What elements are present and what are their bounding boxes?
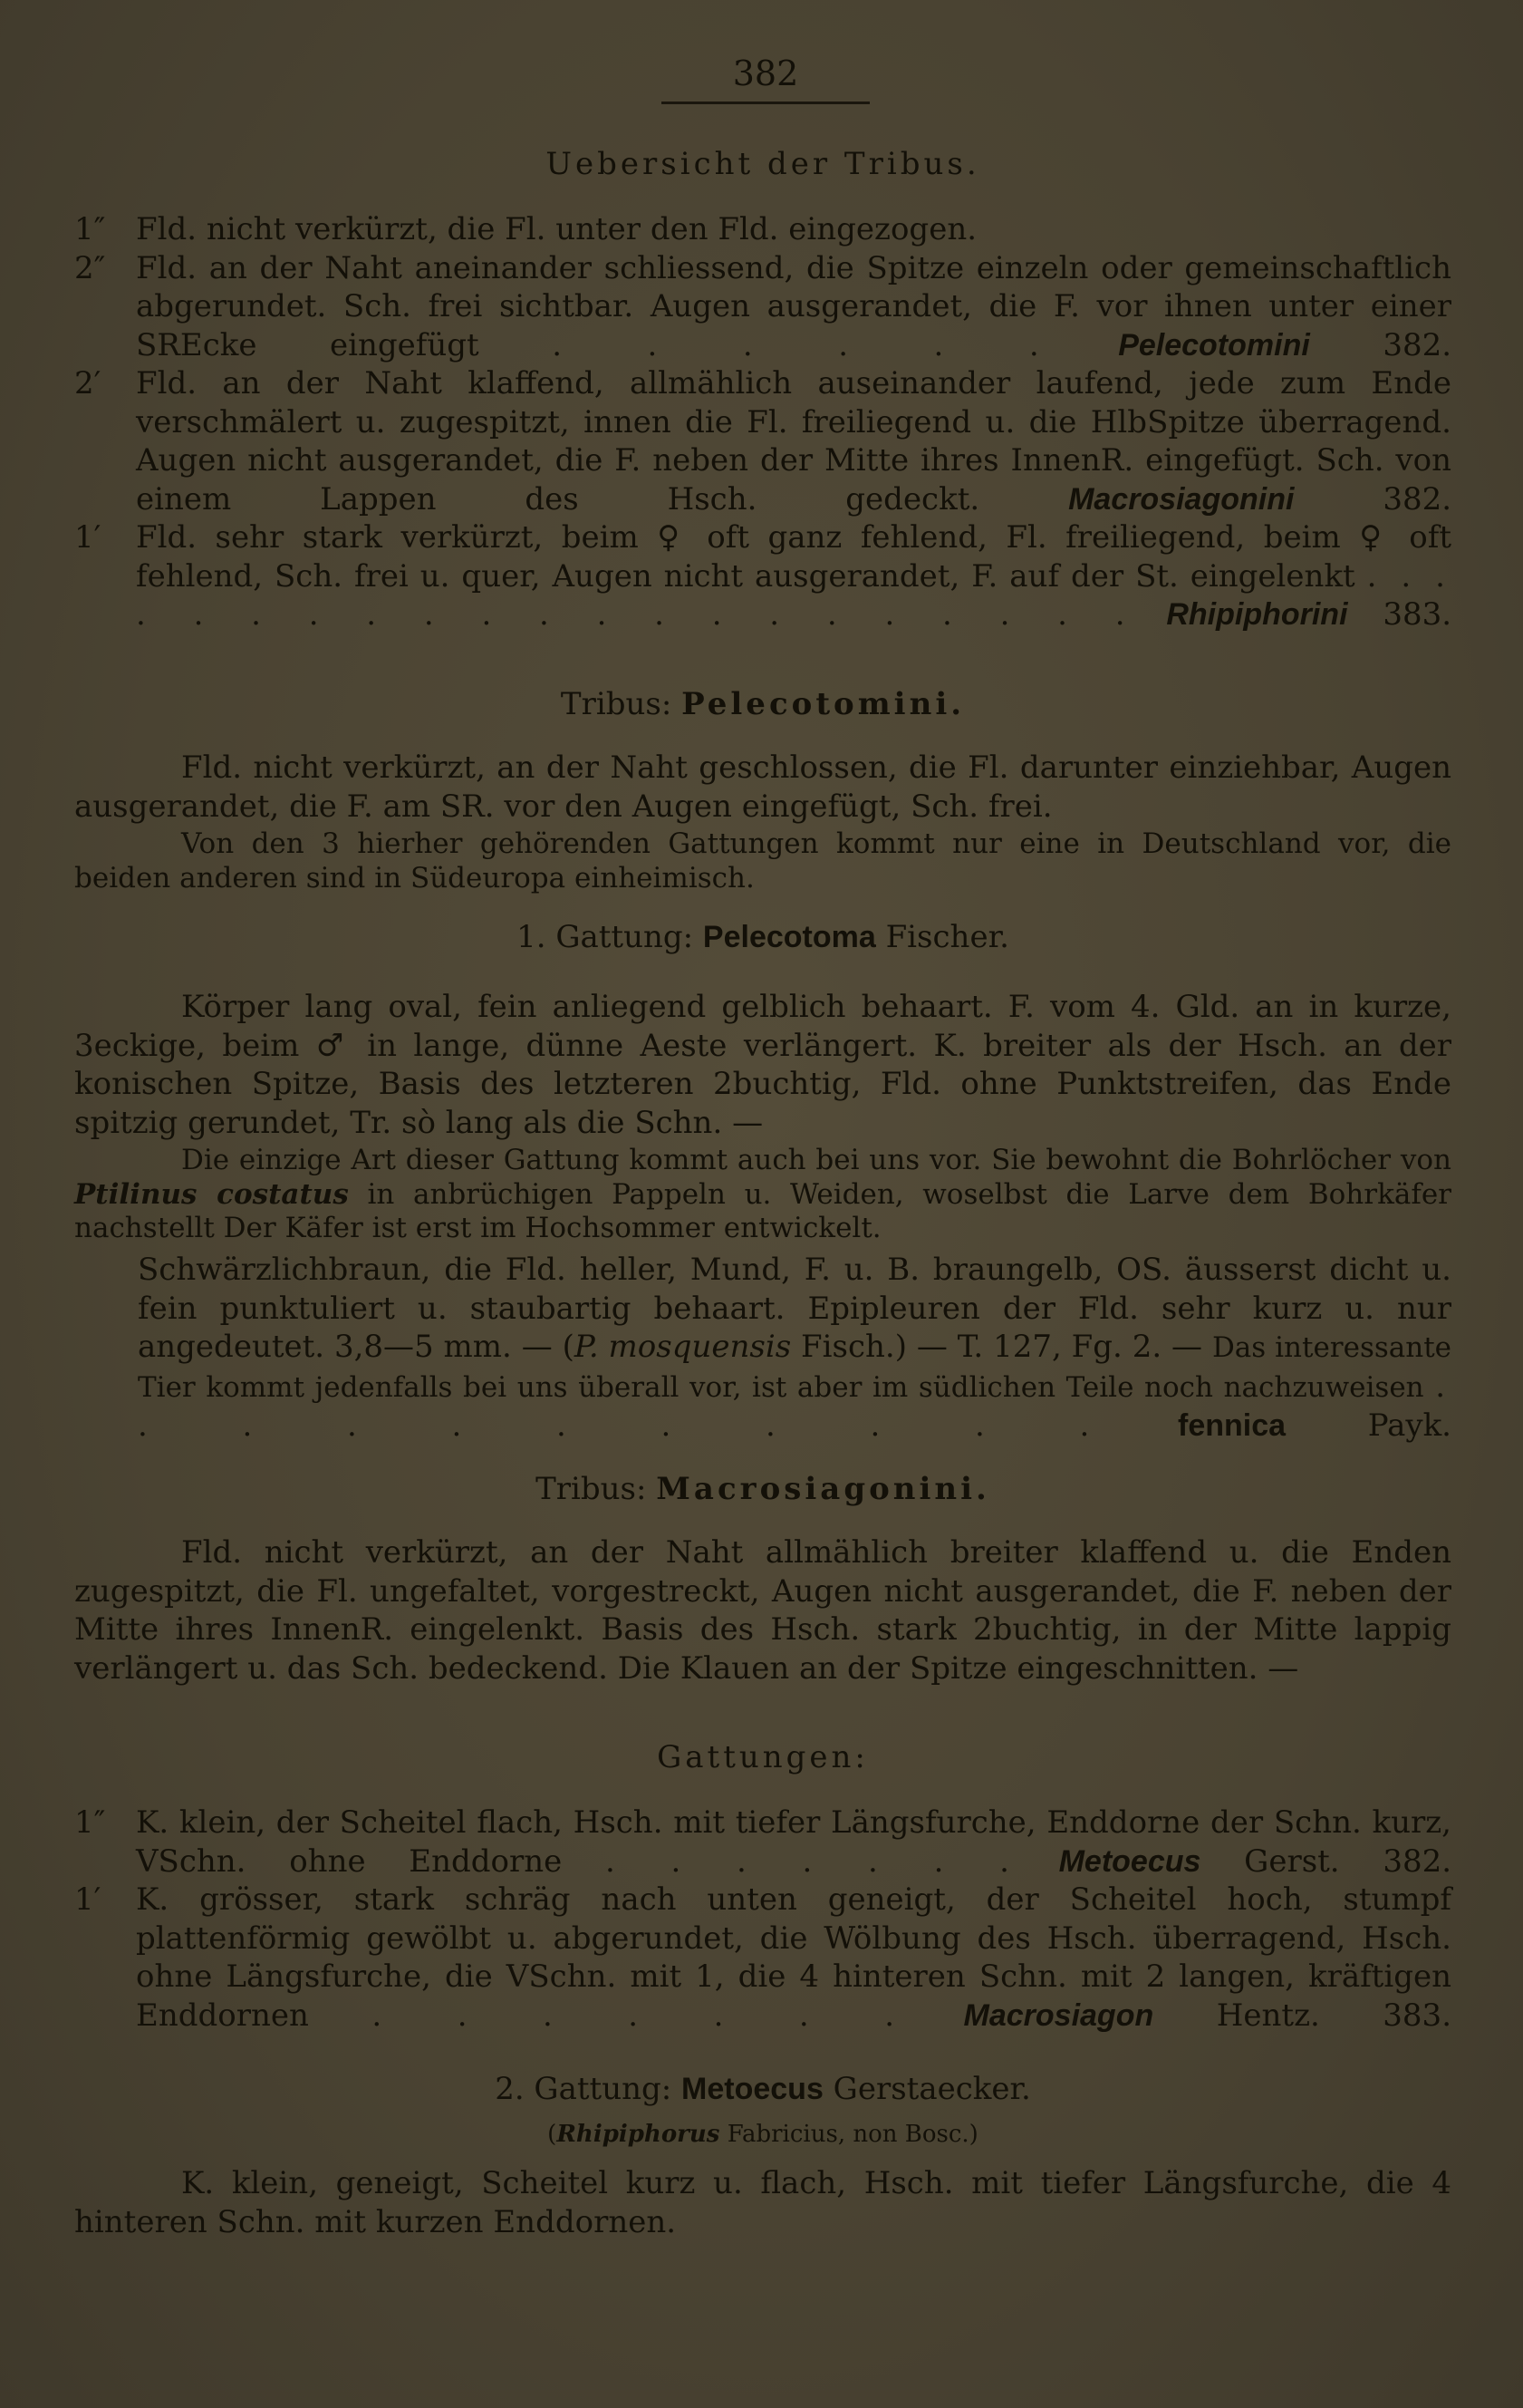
tribus-heading [74,1470,1451,1509]
key-entry [74,249,1451,365]
genus-name: Metoecus [681,2072,824,2106]
key-label: 1″ [74,1804,106,1841]
tribus-name: Macrosiagonini. [656,1471,990,1507]
species-author: Payk. [1367,1407,1451,1444]
heading-prefix: Tribus: [560,686,672,722]
note-text: in anbrüchigen Pappeln u. Weiden, woselbst die Larve dem Bohrkäfer nachstellt Der Käfer ist erst im Hochsommer entwickelt. [74,1177,1451,1244]
species-remark: Das interessante Tier kommt jedenfalls bei uns überall vor, ist aber im südlichen Teile noch nachzuweisen [138,1331,1452,1404]
key-label: 2′ [74,365,101,401]
taxon-name: Macrosiagonini [1068,481,1295,517]
note-text: Von den 3 hierher gehörenden Gattungen kommt nur eine in Deutschland vor, die beiden anderen sind in Südeuropa einheimisch. [74,827,1451,895]
genus-heading [74,918,1451,957]
key-entry [74,1804,1451,1881]
key-label: 1″ [74,211,106,247]
taxon-name: Pelecotomini [1118,327,1310,363]
gattungen-title: Gattungen: [657,1739,869,1775]
taxon-name: Metoecus [1058,1843,1201,1879]
page-number: 382 [732,53,799,93]
genus-synonym [74,2115,1451,2154]
species-text: Schwärzlichbraun, die Fld. heller, Mund, F. u. B. braungelb, OS. äusserst dicht u. fein punktuliert u. staubartig behaart. Epipleuren der Fld. sehr kurz u. nur angedeutet. 3,8—5 mm. — ( [138,1252,1451,1365]
key-text: Fld. an der Naht klaffend, allmählich auseinander laufend, jede zum Ende verschmälert u. zugespitzt, innen die Fl. freiliegend u. die HlbSpitze überragend. Augen nicht ausgerandet, die F. neben der Mitte ihres InnenR. eingefügt. Sch. von einem Lappen des Hsch. gedeckt. [136,365,1451,517]
key-text: Fld. an der Naht aneinander schliessend, die Spitze einzeln oder gemeinschaftlich abgerundet. Sch. frei sichtbar. Augen ausgerandet, die F. vor ihnen unter einer SREcke eingefügt [136,249,1451,363]
species-name: fennica [1178,1408,1287,1443]
key-label: 2″ [74,249,106,286]
taxon-name: Rhipiphorini [1166,597,1348,632]
key-text: Fld. nicht verkürzt, die Fl. unter den Fld. eingezogen. [136,211,978,247]
page-ref: 382. [1383,480,1452,517]
page-ref: 383. [1383,1997,1451,2034]
taxon-author: Hentz. [1216,1997,1320,2034]
page-ref: 383. [1383,596,1452,633]
genus-author: Gerstaecker. [833,2071,1031,2107]
tribus-description [74,749,1451,826]
key-entry [74,210,1451,249]
overview-title: Uebersicht der Tribus. [545,146,980,182]
host-species: Ptilinus costatus [74,1177,349,1211]
heading-prefix: 1. Gattung: [516,919,694,955]
genus-author: Fischer. [885,919,1009,955]
genus-description [74,988,1451,1142]
key-text: K. grösser, stark schräg nach unten geneigt, der Scheitel hoch, stumpf plattenförmig gewölbt u. abgerundet, die Wölbung des Hsch. überragend, Hsch. ohne Längsfurche, die VSchn. mit 1, die 4 hinteren Schn. mit 2 langen, kräftigen Enddornen [136,1881,1451,2034]
key-entry [74,1881,1451,2035]
description-text: Fld. nicht verkürzt, an der Naht geschlossen, die Fl. darunter einziehbar, Augen ausgerandet, die F. am SR. vor den Augen eingefügt, Sch. frei. [74,749,1451,825]
synonym-open: ( [547,2121,557,2148]
leader-dots: . . . . . . [552,326,1046,363]
species-text: Fisch.) — T. 127, Fg. 2. — [801,1329,1203,1365]
genus-heading [74,2070,1451,2109]
synonym-name: P. mosquensis [574,1329,792,1365]
genus-name: Pelecotoma [702,920,876,954]
taxon-name: Macrosiagon [963,1997,1154,2033]
page-ref: 382. [1383,326,1452,363]
page-ref: 382. [1383,1842,1452,1880]
genus-description [74,2164,1451,2241]
synonym-rest: Fabricius, non Bosc.) [727,2121,978,2148]
key-label: 1′ [74,519,101,556]
key-entry [74,364,1451,518]
description-text: K. klein, geneigt, Scheitel kurz u. flach, Hsch. mit tiefer Längsfurche, die 4 hinteren Schn. mit kurzen Enddornen. [74,2165,1451,2240]
leader-dots: . . . . . . . . . . . [138,1368,1451,1444]
leader-dots: . . . . . . . [371,1997,901,2034]
note-text: Die einzige Art dieser Gattung kommt auch bei uns vor. Sie bewohnt die Bohrlöcher von [181,1144,1451,1176]
key-text: K. klein, der Scheitel flach, Hsch. mit tiefer Längsfurche, Enddorne der Schn. kurz, VSchn. ohne Enddorne [136,1804,1451,1880]
heading-prefix: Tribus: [535,1471,647,1507]
synonym-name: Rhipiphorus [556,2121,720,2148]
description-text: Fld. nicht verkürzt, an der Naht allmählich breiter klaffend u. die Enden zugespitzt, die Fl. ungefaltet, vorgestreckt, Augen nicht ausgerandet, die F. neben der Mitte ihres InnenR. eingelenkt. Basis des Hsch. stark 2buchtig, in der Mitte lappig verlängert u. das Sch. bedeckend. Die Klauen an der Spitze eingeschnitten. — [74,1534,1451,1687]
tribus-note [74,827,1451,895]
tribus-description [74,1533,1451,1688]
species-entry [74,1251,1451,1446]
taxon-author: Gerst. [1244,1842,1340,1880]
key-label: 1′ [74,1881,101,1918]
gattungen-key [74,1804,1451,2035]
leader-dots: . . . . . . . [605,1842,1016,1880]
description-text: Körper lang oval, fein anliegend gelblich behaart. F. vom 4. Gld. an in kurze, 3eckige, beim ♂ in lange, dünne Aeste verlängert. K. breiter als der Hsch. an der konischen Spitze, Basis des letzteren 2buchtig, Fld. ohne Punktstreifen, das Ende spitzig gerundet, Tr. sò lang als die Schn. — [74,989,1451,1141]
overview-key [74,210,1451,634]
tribus-heading [74,685,1451,724]
tribus-name: Pelecotomini. [681,686,966,722]
key-text: Fld. sehr stark verkürzt, beim ♀ oft ganz fehlend, Fl. freiliegend, beim ♀ oft fehlend, Sch. frei u. quer, Augen nicht ausgerandet, F. auf der St. eingelenkt [136,519,1451,595]
leader-dots: . . . . . . . . . . . . . . . . . . . . . [136,557,1451,633]
heading-prefix: 2. Gattung: [495,2071,672,2107]
genus-note [74,1144,1451,1246]
key-entry [74,518,1451,634]
page-number-rule [661,102,870,104]
